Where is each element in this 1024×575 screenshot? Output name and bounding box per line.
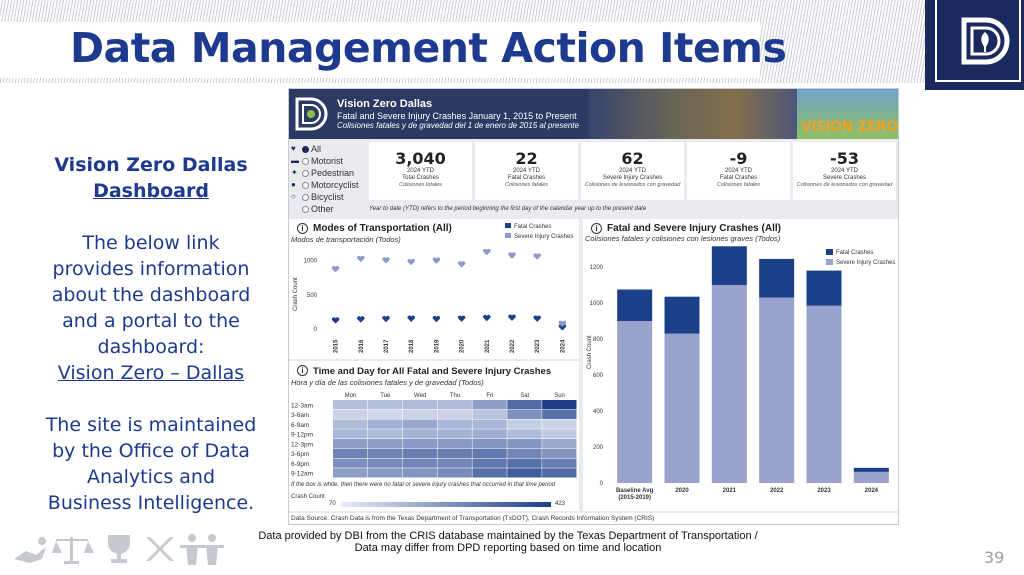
fatal-point[interactable] [483, 315, 490, 321]
heatmap-cell[interactable] [333, 420, 367, 429]
heatmap-cell[interactable] [403, 429, 437, 438]
dashboard-title: Vision Zero Dallas [337, 98, 433, 110]
kpi-label: Total Crashes [402, 175, 439, 181]
x-tick-label: 2020 [675, 488, 689, 494]
heatmap-cell[interactable] [368, 400, 402, 409]
y-tick-label: 200 [592, 445, 603, 451]
heatmap-cell[interactable] [438, 468, 472, 477]
sidebar-para-line: provides information [52, 258, 250, 280]
heatmap-cell[interactable] [472, 459, 506, 468]
heatmap-cell[interactable] [472, 429, 506, 438]
kpi-card-fatal-crashes [475, 142, 578, 200]
heatmap-cell[interactable] [542, 400, 576, 409]
heatmap-cell[interactable] [507, 410, 541, 419]
sidebar-para-line: Business Intelligence. [47, 492, 255, 514]
heatmap-cell[interactable] [333, 439, 367, 448]
cross-arrows-icon [146, 537, 174, 561]
severe-point[interactable] [382, 257, 389, 263]
dashboard-subtitle: Fatal and Severe Injury Crashes January 1, 2015 to Present [337, 111, 577, 121]
heatmap-cell[interactable] [472, 449, 506, 458]
sidebar-text [40, 152, 262, 516]
radio-icon[interactable] [302, 158, 309, 165]
mode-option-motorist[interactable]: ▬ Motorist [291, 156, 344, 166]
kpi-label-es: Colisiones de lesionados con gravedad [796, 182, 893, 188]
heatmap-cell[interactable] [438, 429, 472, 438]
ytd-note: Year to date (YTD) refers to the period beginning the first day of the calendar year up to the present date [369, 206, 647, 212]
kpi-card-severe-change [793, 142, 896, 200]
heatmap-cell[interactable] [333, 400, 367, 409]
heatmap-cell[interactable] [403, 400, 437, 409]
dashboard-header [289, 89, 899, 139]
severe-point[interactable] [357, 256, 364, 262]
heatmap-cell[interactable] [403, 410, 437, 419]
x-tick-label: 2017 [384, 339, 390, 353]
legend-label-fatal: Fatal Crashes [836, 250, 874, 256]
legend-swatch-severe [826, 259, 833, 265]
heatmap-legend-min: 70 [329, 501, 336, 507]
bar-chart-subtitle: Colisiones fatales y colisiones con lesiones graves (Todos) [585, 234, 781, 243]
mode-filter [291, 143, 365, 215]
caption-line: Data may differ from DPD reporting based on time and location [354, 542, 662, 554]
bicycle-icon: ○ [291, 192, 296, 201]
heatmap-cell[interactable] [368, 429, 402, 438]
kpi-label: Fatal Crashes [719, 175, 758, 181]
heatmap-legend-label: Crash Count [291, 494, 325, 500]
modes-chart-title: Modes of Transportation (All) [313, 223, 452, 234]
heatmap-cell[interactable] [333, 459, 367, 468]
mode-option-all[interactable]: ♥ All [291, 144, 322, 154]
x-tick-label: 2022 [510, 339, 516, 353]
heatmap-cell[interactable] [438, 400, 472, 409]
vision-zero-wordmark: VISION ZERO [801, 119, 898, 135]
fatal-point[interactable] [382, 316, 389, 322]
heatmap-cell[interactable] [472, 468, 506, 477]
severe-bar[interactable] [665, 334, 700, 483]
x-tick-label: 2021 [484, 339, 491, 353]
kpi-card-severe-injury [581, 142, 684, 200]
x-tick-label: 2016 [358, 339, 365, 353]
y-tick-label: 500 [306, 292, 317, 299]
heatmap-row-label: 3-6am [291, 412, 310, 420]
fatal-point[interactable] [458, 316, 465, 322]
severe-bar[interactable] [807, 306, 842, 483]
heatmap-cell[interactable] [507, 429, 541, 438]
fatal-point[interactable] [407, 316, 414, 322]
severe-point[interactable] [508, 252, 515, 258]
modes-chart-subtitle: Modos de transportación (Todos) [291, 235, 401, 244]
kpi-card-total-crashes [369, 142, 472, 200]
heatmap-legend-max: 423 [555, 501, 566, 507]
time-day-heatmap [289, 361, 579, 511]
severe-bar[interactable] [759, 298, 794, 483]
slide-caption [258, 530, 758, 554]
severe-bar[interactable] [854, 472, 889, 483]
heatmap-cell[interactable] [333, 429, 367, 438]
trophy-icon [108, 535, 130, 563]
modes-y-label: Crash Count [293, 277, 299, 311]
y-tick-label: 1000 [589, 301, 603, 307]
fatal-bar[interactable] [807, 271, 842, 306]
heatmap-cell[interactable] [542, 468, 576, 477]
heatmap-cell[interactable] [542, 420, 576, 429]
fatal-point[interactable] [357, 316, 364, 322]
kpi-card-fatal-change [687, 142, 790, 200]
heatmap-row-label: 6-9am [291, 421, 310, 429]
heatmap-cell[interactable] [333, 410, 367, 419]
heatmap-cell[interactable] [542, 429, 576, 438]
heatmap-cell[interactable] [368, 420, 402, 429]
radio-icon[interactable] [302, 194, 309, 201]
heart-icon: ♥ [291, 144, 296, 153]
vision-zero-dallas-link[interactable]: Vision Zero – Dallas [57, 362, 245, 384]
heatmap-cell[interactable] [438, 439, 472, 448]
heatmap-cell[interactable] [472, 439, 506, 448]
y-tick-label: 800 [592, 337, 603, 343]
heatmap-column-label: Fri [486, 393, 494, 399]
y-tick-label: 0 [313, 327, 317, 333]
sidebar-subheading[interactable]: Dashboard [93, 180, 209, 202]
kpi-label: Fatal Crashes [507, 175, 546, 181]
sidebar-heading: Vision Zero Dallas [54, 154, 248, 176]
legend-swatch-fatal [505, 223, 511, 228]
legend-label-fatal: Fatal Crashes [514, 224, 552, 230]
heatmap-cell[interactable] [507, 439, 541, 448]
kpi-label-es: Colisiones totales [398, 182, 443, 188]
kpi-label: Severe Crashes [822, 175, 867, 181]
heatmap-cell[interactable] [403, 459, 437, 468]
x-tick-label: 2015 [333, 339, 340, 353]
fatal-point[interactable] [332, 317, 339, 323]
heatmap-column-label: Mon [344, 393, 357, 399]
kpi-label-es: Colisiones fatales [716, 182, 761, 188]
fatal-point[interactable] [508, 315, 515, 321]
fatal-bar[interactable] [759, 259, 794, 298]
mode-option-motorcyclist[interactable]: ● Motorcyclist [291, 180, 359, 190]
heatmap-cell[interactable] [403, 449, 437, 458]
heatmap-cell[interactable] [472, 410, 506, 419]
heatmap-cell[interactable] [368, 459, 402, 468]
severe-bar[interactable] [617, 321, 652, 483]
heatmap-cell[interactable] [542, 439, 576, 448]
heatmap-row-label: 12-3pm [291, 441, 314, 449]
scales-icon [52, 537, 94, 564]
fatal-severe-bar-chart [583, 219, 899, 511]
heatmap-column-label: Thu [449, 393, 461, 399]
legend-swatch-severe [505, 233, 511, 238]
kpi-label: 2024 YTD [513, 168, 540, 174]
heatmap-column-label: Sat [520, 393, 530, 399]
kpi-value: -9 [729, 149, 748, 168]
heatmap-cell[interactable] [438, 459, 472, 468]
heatmap-cell[interactable] [507, 449, 541, 458]
sidebar-para-line: dashboard: [97, 336, 205, 358]
heatmap-cell[interactable] [438, 420, 472, 429]
page-number: 39 [984, 548, 1005, 567]
legend-swatch-fatal [826, 249, 833, 255]
heatmap-column-label: Tue [380, 393, 391, 399]
caption-line: Data provided by DBI from the CRIS database maintained by the Texas Department of Transportation / [258, 530, 758, 542]
heatmap-cell[interactable] [542, 459, 576, 468]
radio-icon[interactable] [302, 170, 309, 177]
heatmap-note: If the box is white, then there were no fatal or severe injury crashes that occurred in that time period [291, 482, 556, 488]
sidebar-para-line: Analytics and [86, 466, 216, 488]
people-icon [180, 534, 224, 565]
heatmap-color-scale [341, 502, 551, 507]
data-source-note: Data Source: Crash Data is from the Texas Department of Transportation (TxDOT), Crash Records Information System (CRIS) [289, 513, 899, 525]
x-tick-label: 2019 [434, 339, 441, 353]
heatmap-row-label: 9-12am [291, 470, 314, 478]
heatmap-row-label: 9-12pm [291, 431, 314, 439]
dashboard-screenshot [288, 88, 899, 525]
radio-selected-icon[interactable] [302, 146, 309, 153]
heatmap-cell[interactable] [368, 468, 402, 477]
heatmap-row-label: 3-6pm [291, 451, 310, 459]
info-icon[interactable]: i [591, 223, 602, 234]
handshake-icon [14, 537, 46, 563]
sidebar-para-line: The below link [82, 232, 220, 254]
y-tick-label: 400 [592, 409, 603, 415]
heatmap-cell[interactable] [507, 459, 541, 468]
heatmap-column-label: Sun [554, 393, 565, 399]
mode-option-pedestrian[interactable]: ✦ Pedestrian [291, 168, 355, 178]
severe-point[interactable] [533, 253, 540, 259]
dashboard-subtitle-es: Colisiones fatales y de gravedad del 1 de enero de 2015 al presente [337, 121, 579, 130]
heatmap-cell[interactable] [507, 400, 541, 409]
heatmap-cell[interactable] [507, 420, 541, 429]
severe-point[interactable] [433, 257, 440, 263]
heatmap-panel [289, 361, 579, 511]
heatmap-title: Time and Day for All Fatal and Severe Injury Crashes [313, 366, 552, 377]
x-tick-label: 2023 [535, 339, 542, 353]
x-tick-label: 2021 [722, 488, 737, 494]
kpi-label: 2024 YTD [831, 168, 858, 174]
kpi-value: 22 [515, 149, 538, 168]
x-tick-label: 2023 [817, 488, 831, 494]
bar-chart-title: Fatal and Severe Injury Crashes (All) [607, 223, 781, 234]
x-tick-label: 2022 [769, 488, 784, 494]
x-tick-label: 2018 [409, 339, 416, 353]
y-tick-label: 0 [599, 481, 603, 487]
y-tick-label: 1000 [303, 258, 317, 265]
fatal-bar[interactable] [665, 297, 700, 334]
severe-bar[interactable] [712, 285, 747, 483]
heatmap-cell[interactable] [403, 468, 437, 477]
sidebar-para-line: The site is maintained [45, 414, 257, 436]
radio-icon[interactable] [302, 206, 309, 213]
kpi-label-es: Colisiones de lesionados con gravedad [584, 182, 681, 188]
heatmap-cell[interactable] [472, 400, 506, 409]
sidebar-para-line: and a portal to the [62, 310, 240, 332]
heatmap-cell[interactable] [472, 420, 506, 429]
severe-point[interactable] [458, 261, 465, 267]
car-icon: ▬ [291, 156, 299, 165]
heatmap-cell[interactable] [368, 410, 402, 419]
modes-chart-panel [289, 219, 579, 359]
kpi-label: 2024 YTD [725, 168, 752, 174]
severe-point[interactable] [407, 259, 414, 265]
heatmap-cell[interactable] [542, 449, 576, 458]
info-icon[interactable]: i [297, 365, 308, 376]
bar-y-label: Crash Count [587, 335, 593, 369]
fatal-bar[interactable] [712, 246, 747, 285]
heatmap-row-label: 6-9pm [291, 460, 310, 468]
pedestrian-icon: ✦ [291, 168, 298, 177]
heatmap-cell[interactable] [368, 439, 402, 448]
severe-point[interactable] [332, 266, 339, 272]
radio-icon[interactable] [302, 182, 309, 189]
info-icon[interactable]: i [297, 223, 308, 234]
x-tick-label: (2015-2019) [618, 495, 652, 501]
vision-zero-logo-icon [293, 95, 329, 133]
bar-chart-panel [583, 219, 899, 511]
kpi-label-es: Colisiones fatales [504, 182, 549, 188]
legend-label-severe: Severe Injury Crashes [836, 260, 896, 266]
sidebar-para-line: by the Office of Data [52, 440, 250, 462]
kpi-value: 3,040 [395, 149, 446, 168]
kpi-value: -53 [830, 149, 859, 168]
heatmap-subtitle: Hora y día de las colisiones fatales y de gravedad (Todos) [291, 378, 484, 387]
heatmap-cell[interactable] [368, 449, 402, 458]
heatmap-cell[interactable] [333, 449, 367, 458]
modes-scatter-chart [289, 219, 579, 359]
fatal-point[interactable] [433, 316, 440, 322]
heatmap-cell[interactable] [542, 410, 576, 419]
kpi-label: 2024 YTD [619, 168, 646, 174]
legend-label-severe: Severe Injury Crashes [514, 234, 574, 240]
kpi-value: 62 [621, 149, 644, 168]
fatal-bar[interactable] [854, 468, 889, 472]
x-tick-label: 2024 [864, 488, 879, 494]
heatmap-row-label: 12-3am [291, 402, 314, 410]
heatmap-cell[interactable] [403, 420, 437, 429]
fatal-point[interactable] [533, 316, 540, 322]
sidebar-para-line: about the dashboard [51, 284, 251, 306]
motorcycle-icon: ● [291, 180, 296, 189]
heatmap-cell[interactable] [403, 439, 437, 448]
x-tick-label: 2024 [560, 339, 567, 353]
header-photo-strip [589, 89, 799, 139]
heatmap-cell[interactable] [507, 468, 541, 477]
kpi-label: 2024 YTD [407, 168, 434, 174]
heatmap-cell[interactable] [438, 449, 472, 458]
severe-point[interactable] [483, 249, 490, 255]
dallas-logo-icon [958, 14, 1012, 68]
values-icons-row [12, 529, 240, 569]
heatmap-cell[interactable] [333, 468, 367, 477]
heatmap-cell[interactable] [438, 410, 472, 419]
mode-option-other[interactable]: Other [291, 203, 365, 215]
heatmap-column-label: Wed [414, 393, 427, 399]
slide-title: Data Management Action Items [70, 24, 787, 72]
x-tick-label: Baseline Avg [616, 488, 654, 494]
mode-option-bicyclist[interactable]: ○ Bicyclist [291, 192, 344, 202]
y-tick-label: 600 [592, 373, 603, 379]
fatal-bar[interactable] [617, 290, 652, 322]
kpi-label: Severe Injury Crashes [602, 175, 663, 181]
x-tick-label: 2020 [459, 339, 466, 353]
y-tick-label: 1200 [589, 265, 603, 271]
